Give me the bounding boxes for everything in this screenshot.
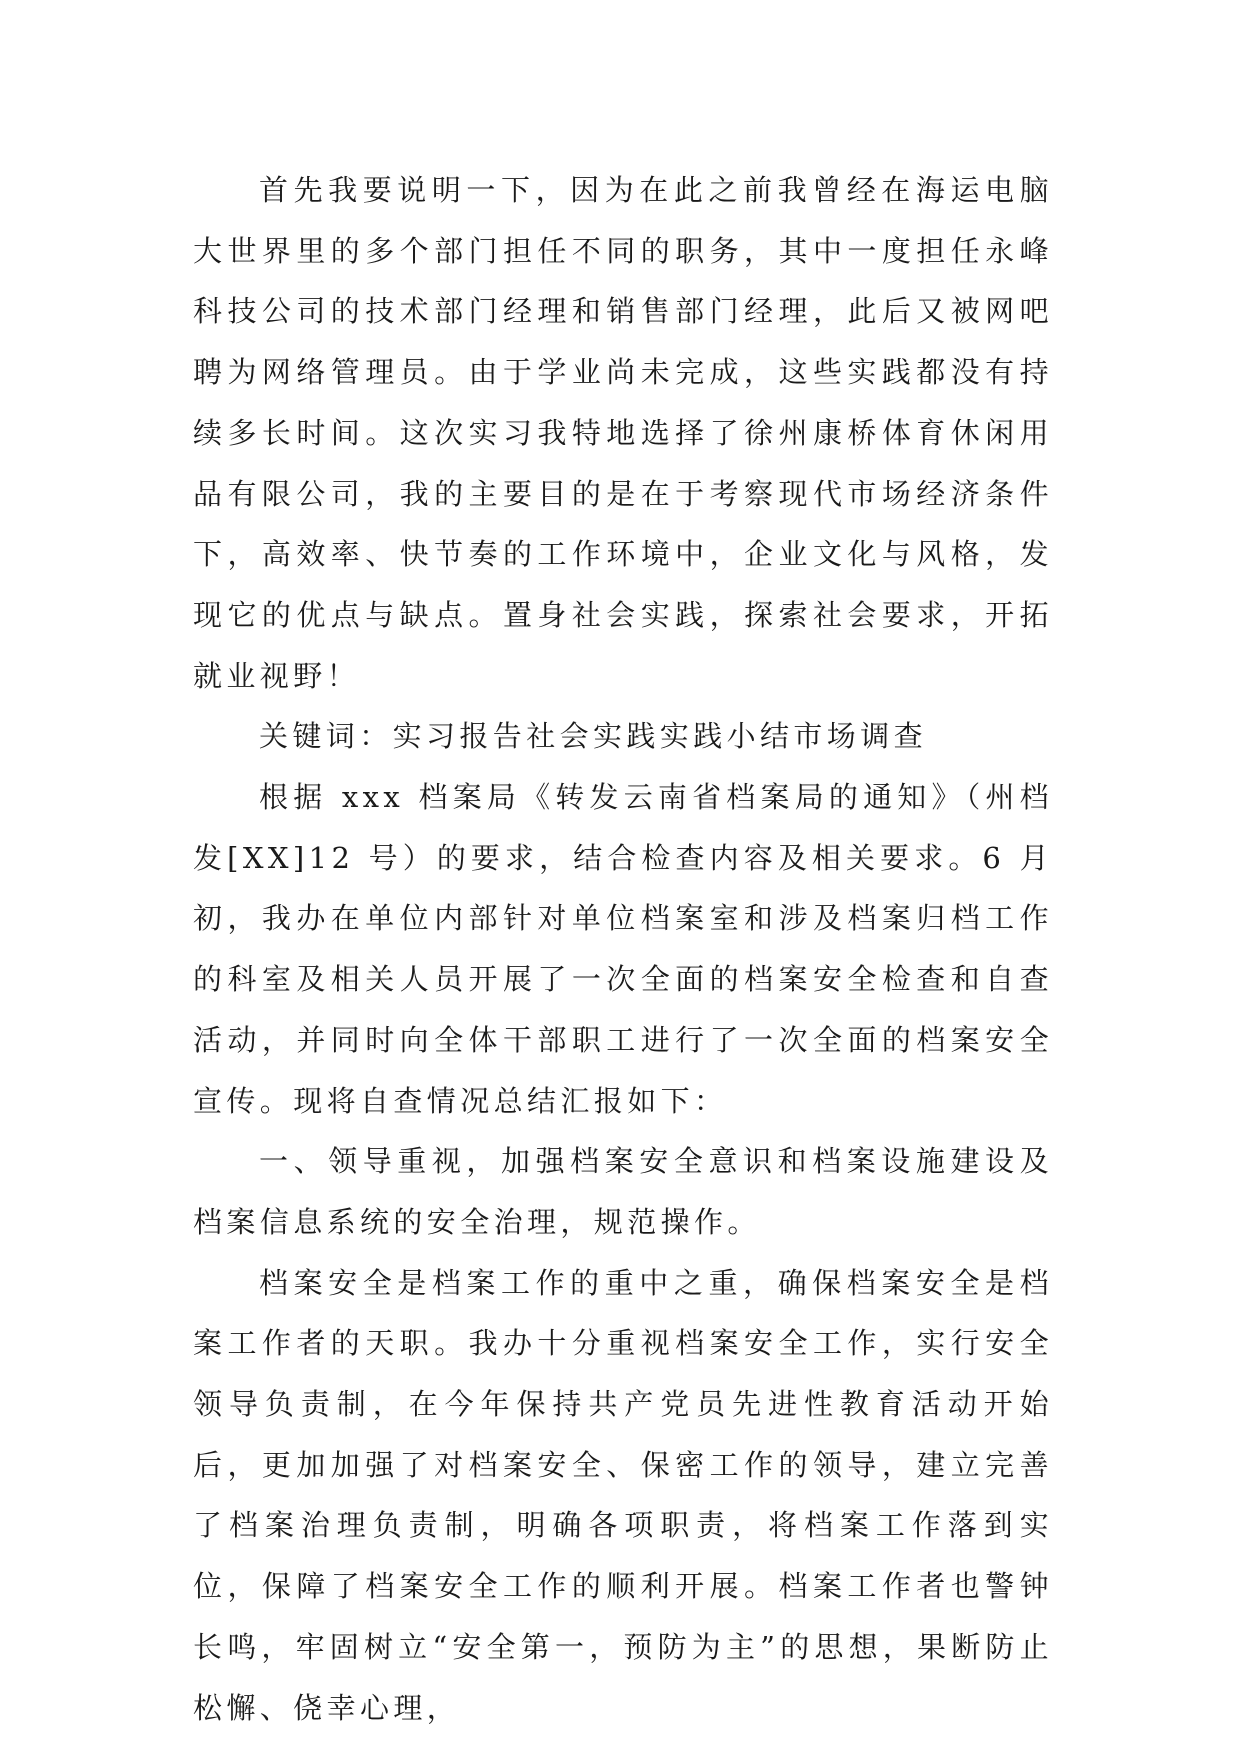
- paragraph-basis: 根据 xxx 档案局《转发云南省档案局的通知》（州档发[XX]12 号）的要求，结合检查内容及相关要求。6 月初，我办在单位内部针对单位档案室和涉及档案归档工作的科室及相关人员开展了一次全面的档案安全检查和自查活动，并同时向全体干部职工进行了一次全面的档案安全宣传。现将自查情况总结汇报如下：: [193, 780, 1053, 1118]
- paragraph-archive-safety: 档案安全是档案工作的重中之重，确保档案安全是档案工作者的天职。我办十分重视档案安全工作，实行安全领导负责制，在今年保持共产党员先进性教育活动开始后，更加加强了对档案安全、保密工作的领导，建立完善了档案治理负责制，明确各项职责，将档案工作落到实位，保障了档案安全工作的顺利开展。档案工作者也警钟长鸣，牢固树立“安全第一，预防为主”的思想，果断防止松懈、侥幸心理，: [193, 1265, 1053, 1725]
- paragraph-section-heading: 一、领导重视，加强档案安全意识和档案设施建设及档案信息系统的安全治理，规范操作。: [193, 1144, 1053, 1239]
- paragraph-keywords: 关键词：实习报告社会实践实践小结市场调查: [259, 719, 928, 754]
- paragraph-intro: 首先我要说明一下，因为在此之前我曾经在海运电脑大世界里的多个部门担任不同的职务，其中一度担任永峰科技公司的技术部门经理和销售部门经理，此后又被网吧聘为网络管理员。由于学业尚未完成，这些实践都没有持续多长时间。这次实习我特地选择了徐州康桥体育休闲用品有限公司，我的主要目的是在于考察现代市场经济条件下，高效率、快节奏的工作环境中，企业文化与风格，发现它的优点与缺点。置身社会实践，探索社会要求，开拓就业视野！: [193, 173, 1053, 693]
- document-body: [193, 160, 1053, 1738]
